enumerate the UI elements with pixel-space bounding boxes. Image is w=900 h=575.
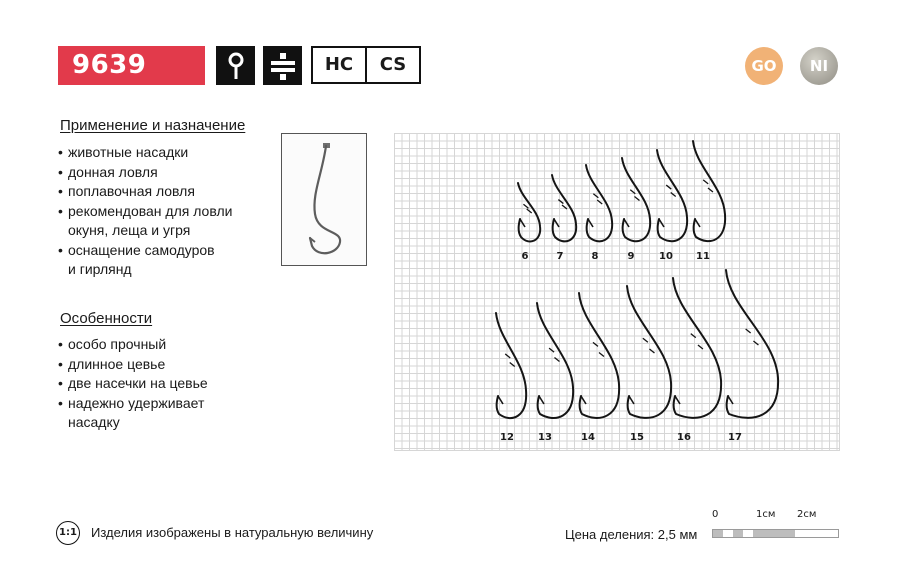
hook-size-11-notch (703, 180, 708, 184)
scale-ruler (712, 529, 839, 538)
size-label-15: 15 (630, 432, 644, 443)
list-item: • донная ловля (58, 163, 268, 183)
hook-size-12-notch (510, 363, 515, 367)
list-item: • особо прочный (58, 335, 268, 355)
list-item: • две насечки на цевье (58, 374, 268, 394)
hook-size-13-notch (549, 348, 554, 352)
ruler-label-0: 0 (712, 509, 719, 520)
coating-hc: HC (313, 48, 367, 82)
hook-size-9-notch (630, 190, 635, 194)
hook-size-13-notch (554, 358, 559, 362)
hook-size-10 (657, 150, 687, 241)
list-item: • поплавочная ловля (58, 182, 268, 202)
hook-size-8-notch (597, 200, 602, 204)
hook-size-8-barb (588, 219, 593, 227)
application-list (58, 143, 268, 280)
division-price: Цена деления: 2,5 мм (565, 527, 698, 542)
size-label-12: 12 (500, 432, 514, 443)
nickel-coating-badge: NI (800, 47, 838, 85)
hook-photo (281, 133, 367, 266)
hook-size-16 (673, 278, 721, 418)
list-item: • оснащение самодуров и гирлянд (58, 241, 268, 280)
size-label-13: 13 (538, 432, 552, 443)
hook-size-12-notch (505, 354, 510, 358)
hook-size-6-barb (520, 219, 525, 227)
eyed-hook-icon (216, 46, 255, 85)
hook-size-15-notch (643, 338, 648, 342)
application-title: Применение и назначение (60, 117, 246, 134)
hook-size-13-barb (539, 396, 544, 404)
list-item: • рекомендован для ловли окуня, леща и угря (58, 202, 268, 241)
size-label-7: 7 (556, 251, 564, 262)
coating-codes (311, 46, 421, 84)
hook-size-10-barb (659, 219, 664, 227)
hook-size-14-notch (599, 353, 604, 357)
hook-size-12 (496, 313, 526, 418)
hook-size-6 (518, 183, 540, 241)
size-label-10: 10 (659, 251, 673, 262)
ruler-label-1cm: 1см (756, 509, 776, 520)
hook-size-11 (693, 141, 725, 241)
hook-size-11-barb (695, 219, 700, 227)
hook-size-17-notch (753, 341, 758, 345)
hook-size-10-notch (666, 185, 671, 189)
hook-size-16-notch (691, 334, 696, 338)
scale-note: Изделия изображены в натуральную величину (91, 525, 374, 540)
hook-size-7-notch (562, 205, 567, 209)
hook-size-17-barb (728, 396, 733, 404)
size-label-17: 17 (728, 432, 742, 443)
model-number: 9639 (58, 46, 205, 85)
gold-coating-badge: GO (745, 47, 783, 85)
hook-size-15-notch (649, 349, 654, 353)
hook-size-14 (579, 293, 619, 418)
size-label-14: 14 (581, 432, 595, 443)
hook-size-16-barb (675, 396, 680, 404)
hook-size-7-barb (554, 219, 559, 227)
hook-size-14-barb (581, 396, 586, 404)
features-list (58, 335, 268, 433)
size-label-8: 8 (591, 251, 599, 262)
scale-symbol: 1:1 (56, 521, 80, 545)
hook-size-7-notch (558, 200, 563, 204)
hook-size-12-barb (498, 396, 503, 404)
size-label-6: 6 (521, 251, 529, 262)
hook-size-9-barb (624, 219, 629, 227)
hook-size-14-notch (593, 342, 598, 346)
ruler-label-2cm: 2см (797, 509, 817, 520)
hook-size-15 (627, 286, 671, 418)
hook-size-11-notch (708, 188, 713, 192)
size-label-11: 11 (696, 251, 710, 262)
hook-size-10-notch (671, 193, 676, 197)
size-label-9: 9 (627, 251, 635, 262)
hook-size-7 (552, 175, 576, 241)
hook-size-grid (394, 133, 840, 451)
hook-size-17 (726, 270, 778, 418)
hook-size-17-notch (746, 329, 751, 333)
features-title: Особенности (60, 310, 153, 327)
hook-size-9-notch (634, 197, 639, 201)
list-item: • надежно удерживает насадку (58, 394, 268, 433)
list-item: • длинное цевье (58, 355, 268, 375)
hook-size-9 (622, 158, 650, 241)
hook-size-6-notch (523, 204, 528, 208)
hook-size-6-notch (527, 209, 532, 213)
reversed-hook-icon (263, 46, 302, 85)
list-item: • животные насадки (58, 143, 268, 163)
hook-size-8 (586, 165, 612, 241)
coating-cs: CS (379, 54, 407, 75)
hook-size-8-notch (593, 194, 598, 198)
hooks-drawing (394, 133, 840, 451)
hook-size-15-barb (629, 396, 634, 404)
hook-size-16-notch (698, 345, 703, 349)
size-label-16: 16 (677, 432, 691, 443)
